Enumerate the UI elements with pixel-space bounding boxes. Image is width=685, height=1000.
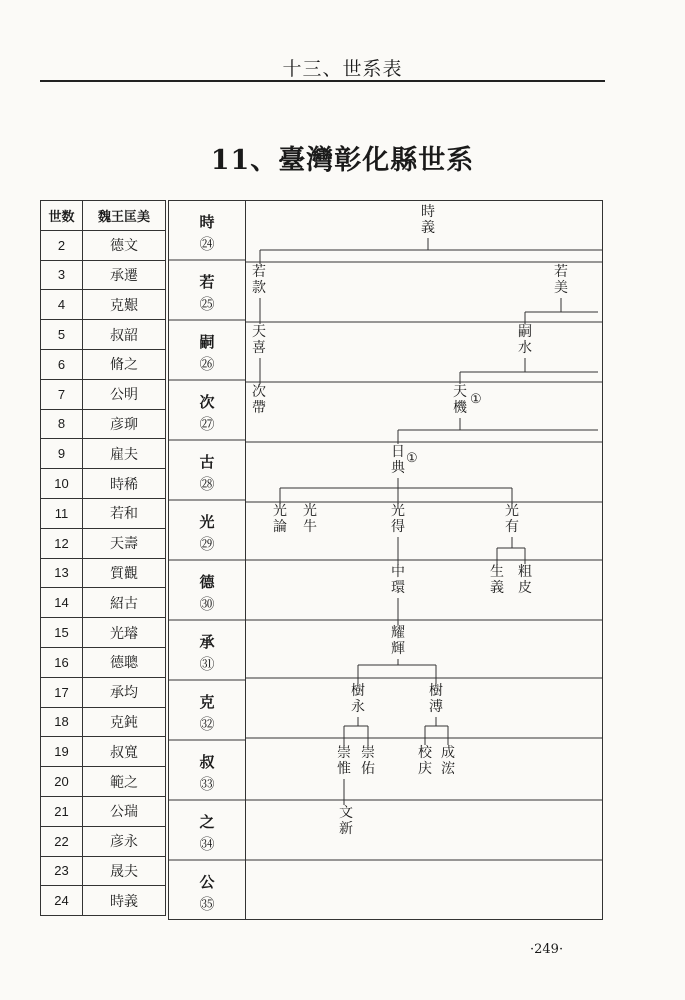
name-ruokuan: 若款 <box>252 264 266 296</box>
header-generation-number: 世数 <box>41 201 83 231</box>
mark-ridian: ① <box>406 451 418 466</box>
generation-number: 16 <box>41 647 83 677</box>
generation-number: 12 <box>41 528 83 558</box>
generation-char: 時 <box>199 213 215 231</box>
ancestor-name: 德聰 <box>83 647 166 677</box>
generation-char: 克 <box>199 693 215 711</box>
section-title: 十三、世系表 <box>282 58 403 80</box>
ancestor-name: 脩之 <box>83 349 166 379</box>
generation-char: 承 <box>199 633 215 651</box>
generation-char: 次 <box>199 393 215 411</box>
name-wenxin: 文新 <box>339 805 353 837</box>
ancestor-name: 時稀 <box>83 469 166 499</box>
ancestor-name: 紹古 <box>83 588 166 618</box>
ancestor-name: 叔寬 <box>83 737 166 767</box>
name-shiyi: 時義 <box>421 204 435 236</box>
name-chongyou: 崇佑 <box>361 745 375 777</box>
name-sishui: 嗣水 <box>518 324 532 356</box>
generation-char: 古 <box>199 453 215 471</box>
generation-number: 2 <box>41 230 83 260</box>
ancestor-name: 範之 <box>83 767 166 797</box>
ancestor-name: 時義 <box>83 886 166 916</box>
name-chongwei: 崇惟 <box>337 745 351 777</box>
generation-char: 公 <box>199 873 215 891</box>
generation-number: 13 <box>41 558 83 588</box>
generation-char: 光 <box>199 513 215 531</box>
ancestor-name: 叔韶 <box>83 320 166 350</box>
generation-char: 叔 <box>199 753 215 771</box>
name-guangniu: 光牛 <box>303 503 317 535</box>
ancestor-name: 彦珋 <box>83 409 166 439</box>
generation-number: 15 <box>41 618 83 648</box>
name-shengyi: 生義 <box>490 564 504 596</box>
generation-index: ㉞ <box>199 835 215 853</box>
generation-char: 若 <box>199 273 215 291</box>
name-ridian: 日典 <box>391 444 405 476</box>
generation-number: 7 <box>41 379 83 409</box>
generation-char: 嗣 <box>199 333 215 351</box>
ancestor-name: 承遷 <box>83 260 166 290</box>
generation-number: 10 <box>41 469 83 499</box>
ancestor-name: 光璿 <box>83 618 166 648</box>
ancestor-name: 晟夫 <box>83 856 166 886</box>
generation-index: ㉗ <box>199 415 215 433</box>
generation-number: 6 <box>41 349 83 379</box>
name-guangde: 光得 <box>391 503 405 535</box>
ancestor-name: 克艱 <box>83 290 166 320</box>
name-ruomei: 若美 <box>554 264 568 296</box>
generation-number: 3 <box>41 260 83 290</box>
ancestor-name: 若和 <box>83 498 166 528</box>
page-number: ·249· <box>530 942 564 957</box>
generation-index: ㉛ <box>199 655 215 673</box>
generation-number: 24 <box>41 886 83 916</box>
generation-number: 8 <box>41 409 83 439</box>
name-shuyong: 樹永 <box>351 683 365 715</box>
generation-number: 20 <box>41 767 83 797</box>
mark-tianji: ① <box>470 392 482 407</box>
generation-index: ㉕ <box>199 295 215 313</box>
page-title: 11、臺灣彰化縣世系 <box>210 145 475 176</box>
generation-number: 22 <box>41 826 83 856</box>
generation-number: 23 <box>41 856 83 886</box>
header-ancestor-name: 魏王匡美 <box>83 201 166 231</box>
name-shubo: 樹溥 <box>429 683 443 715</box>
generation-number: 4 <box>41 290 83 320</box>
generation-number: 17 <box>41 677 83 707</box>
name-xiaoqing: 校庆 <box>418 745 432 777</box>
generation-index: ㉚ <box>199 595 215 613</box>
ancestor-name: 彦永 <box>83 826 166 856</box>
generation-index: ㉔ <box>199 235 215 253</box>
ancestor-name: 質觀 <box>83 558 166 588</box>
generation-number: 21 <box>41 796 83 826</box>
generation-number: 9 <box>41 439 83 469</box>
ancestor-name: 承均 <box>83 677 166 707</box>
generation-index: ㉜ <box>199 715 215 733</box>
ancestor-name: 雇夫 <box>83 439 166 469</box>
name-zhonghuan: 中環 <box>391 564 405 596</box>
generation-char: 之 <box>199 813 215 831</box>
generation-number: 5 <box>41 320 83 350</box>
generation-index: ㉖ <box>199 355 215 373</box>
generation-number: 11 <box>41 498 83 528</box>
name-chenghong: 成浤 <box>441 745 455 777</box>
generation-number: 14 <box>41 588 83 618</box>
generation-number: 18 <box>41 707 83 737</box>
name-tianji: 天機 <box>453 384 467 416</box>
ancestor-name: 公明 <box>83 379 166 409</box>
ancestor-name: 天壽 <box>83 528 166 558</box>
name-cupi: 粗皮 <box>518 564 532 596</box>
name-cidai: 次帶 <box>252 384 266 416</box>
generation-number: 19 <box>41 737 83 767</box>
name-yaohui: 耀輝 <box>391 625 405 657</box>
ancestor-name: 公瑞 <box>83 796 166 826</box>
ancestor-name: 克鈍 <box>83 707 166 737</box>
generation-index: ㉙ <box>199 535 215 553</box>
generation-index: ㉝ <box>199 775 215 793</box>
generation-char: 德 <box>199 573 215 591</box>
generation-index: ㉟ <box>199 895 215 913</box>
name-tianxi: 天喜 <box>252 324 266 356</box>
ancestor-name: 德文 <box>83 230 166 260</box>
name-guangyou: 光有 <box>505 503 519 535</box>
name-guanglun: 光論 <box>273 503 287 535</box>
generation-index: ㉘ <box>199 475 215 493</box>
